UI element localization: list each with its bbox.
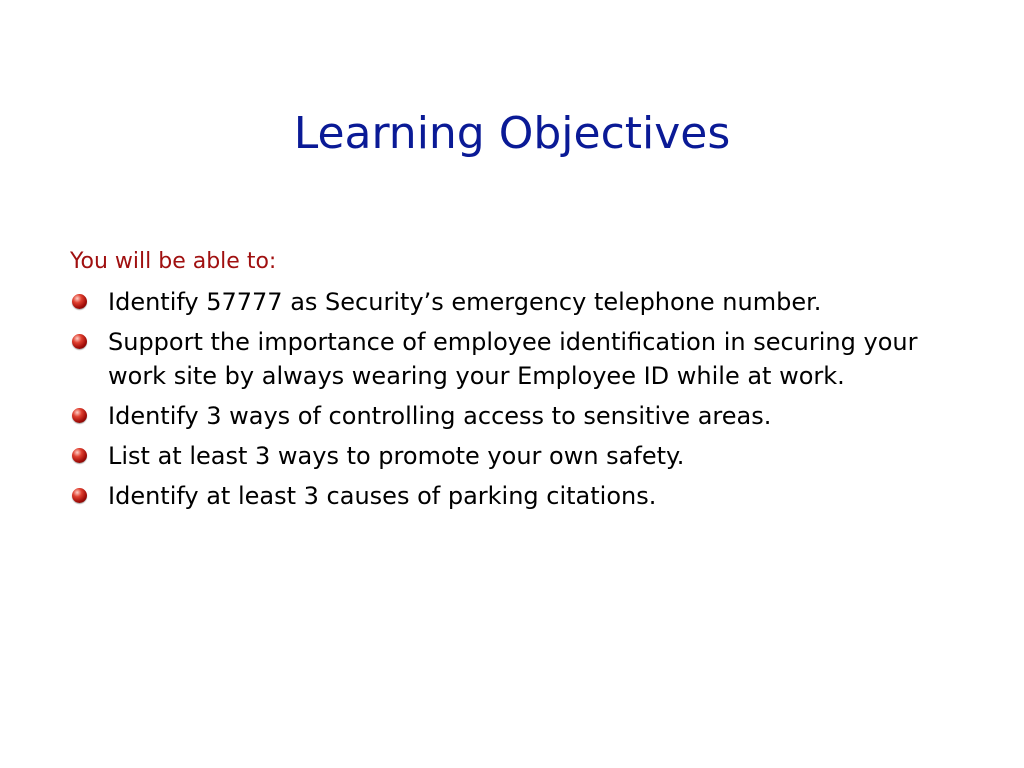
objectives-list — [70, 285, 970, 513]
red-sphere-bullet-icon — [72, 448, 87, 463]
objective-text: Identify 57777 as Security’s emergency telephone number. — [108, 288, 822, 316]
objective-text: Identify 3 ways of controlling access to sensitive areas. — [108, 402, 772, 430]
red-sphere-bullet-icon — [72, 334, 87, 349]
list-item — [70, 479, 970, 513]
objective-text: List at least 3 ways to promote your own safety. — [108, 442, 685, 470]
red-sphere-bullet-icon — [72, 294, 87, 309]
objective-text: Support the importance of employee identification in securing your work site by always wearing your Employee ID while at work. — [108, 328, 918, 390]
list-item — [70, 399, 970, 433]
list-item — [70, 439, 970, 473]
list-item — [70, 285, 970, 319]
slide-body — [70, 245, 970, 513]
slide-title: Learning Objectives — [293, 108, 731, 159]
red-sphere-bullet-icon — [72, 488, 87, 503]
objective-text: Identify at least 3 causes of parking citations. — [108, 482, 657, 510]
red-sphere-bullet-icon — [72, 408, 87, 423]
list-item — [70, 325, 970, 393]
intro-text: You will be able to: — [70, 249, 277, 274]
